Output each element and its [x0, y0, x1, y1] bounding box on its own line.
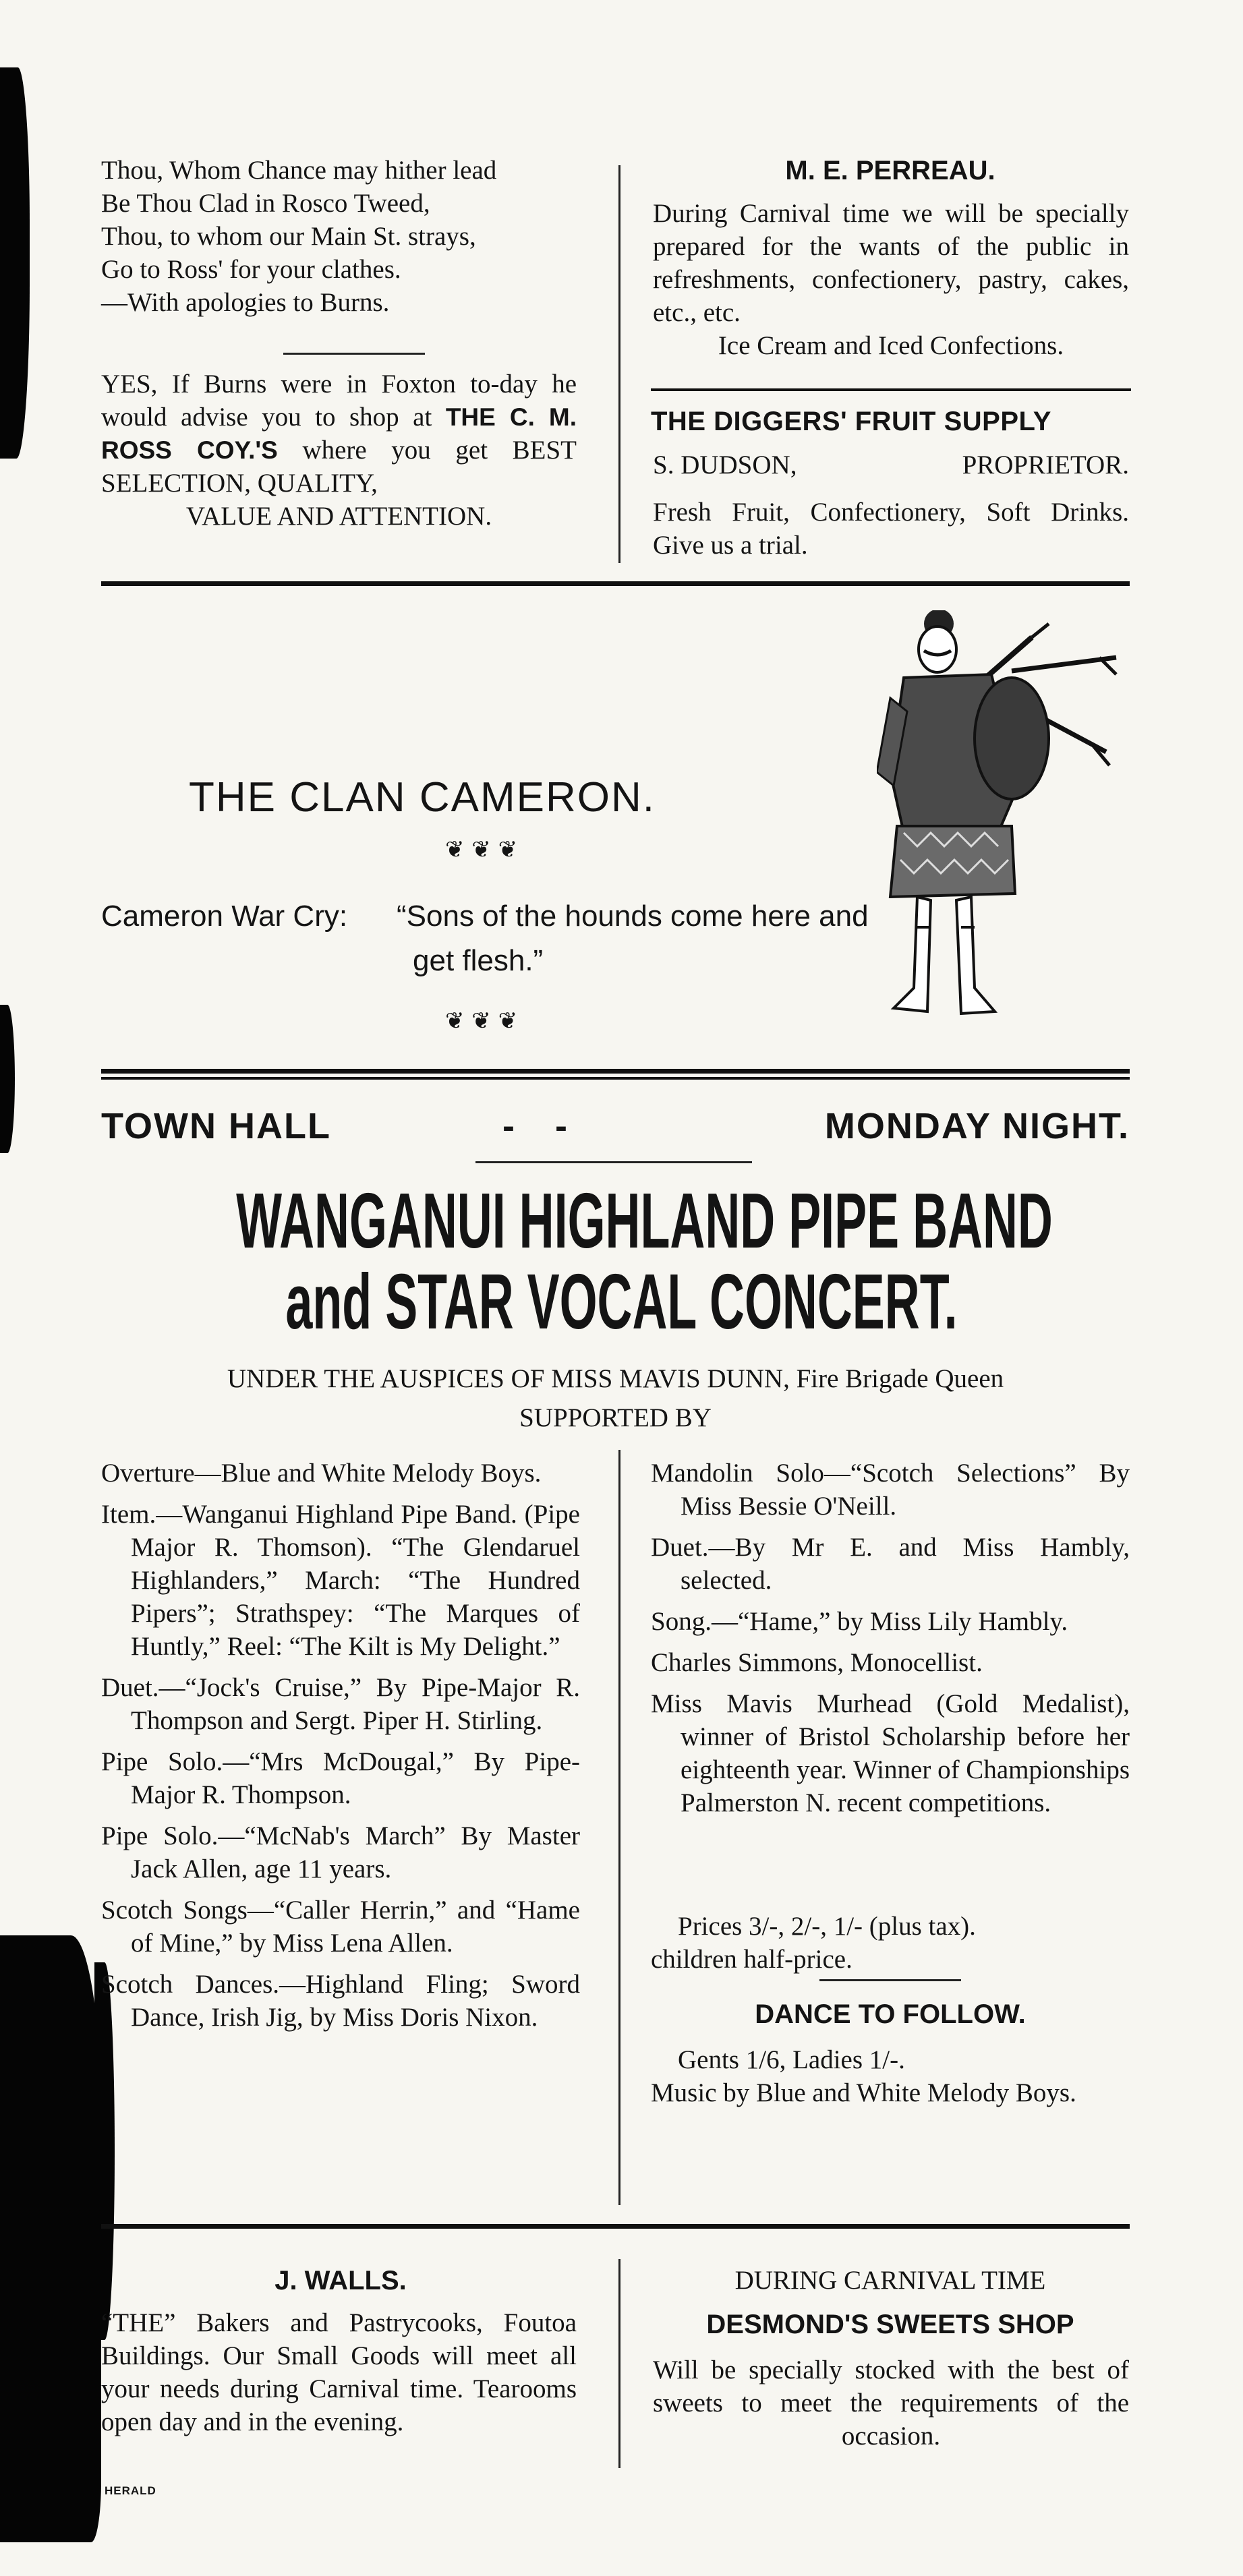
war-cry-label: Cameron War Cry: — [101, 900, 348, 933]
ross-body-last: VALUE AND ATTENTION. — [185, 502, 492, 531]
ross-body-text: YES, If Burns were in Foxton to-day he would advise you to shop at — [101, 370, 577, 432]
venue-dash: - - — [502, 1106, 567, 1146]
programme-item: Charles Simmons, Monocellist. — [651, 1648, 983, 1677]
perreau-separator — [651, 388, 1131, 391]
perreau-body-text: During Carnival time we will be specially prepared for the wants of the public in refreshments, confectionery, pastry, cakes, etc., etc. — [653, 199, 1129, 327]
desmond-kicker: DURING CARNIVAL TIME — [734, 2266, 1046, 2295]
programme-item: Song.—“Hame,” by Miss Lily Hambly. — [651, 1607, 1068, 1636]
programme-right — [651, 1457, 1130, 1827]
ross-body-text-2: where you get BEST SELECTION, QUALITY, — [101, 436, 577, 498]
programme-item: Duet.—By Mr E. and Miss Hambly, selected. — [651, 1533, 1130, 1595]
walls-body: “THE” Bakers and Pastrycooks, Foutoa Buildings. Our Small Goods will meet all your needs during Carnival time. Tearooms open day and in the evening. — [101, 2308, 577, 2436]
diggers-body: Fresh Fruit, Confectionery, Soft Drinks. Give us a trial. — [653, 498, 1129, 560]
supported-by: SUPPORTED BY — [519, 1403, 712, 1432]
perreau-title: M. E. PERREAU. — [785, 156, 995, 185]
column-divider — [618, 165, 620, 563]
clan-title: THE CLAN CAMERON. — [189, 774, 656, 821]
prices-line: Prices 3/-, 2/-, 1/- (plus tax). — [678, 1912, 976, 1941]
ross-separator — [283, 353, 425, 355]
programme-item: Overture—Blue and White Melody Boys. — [101, 1459, 542, 1488]
diggers-role: PROPRIETOR. — [962, 450, 1129, 479]
ross-store-name: THE C. M. ROSS COY.'S — [101, 403, 577, 464]
herald-footer: HERALD — [105, 2484, 156, 2497]
children-line: children half-price. — [651, 1945, 852, 1974]
desmond-title: DESMOND'S SWEETS SHOP — [706, 2310, 1074, 2339]
concert-title-line-1: WANGANUI HIGHLAND PIPE BAND — [236, 1177, 1053, 1264]
war-cry-line-1: “Sons of the hounds come here and — [397, 900, 869, 933]
piper-illustration — [877, 610, 1133, 1028]
programme-item: Scotch Dances.—Highland Fling; Sword Dance, Irish Jig, by Miss Doris Nixon. — [101, 1970, 580, 2032]
ross-verse — [101, 154, 580, 319]
programme-item: Mandolin Solo—“Scotch Selections” By Miss Bessie O'Neill. — [651, 1459, 1130, 1521]
verse-line: Thou, to whom our Main St. strays, — [101, 222, 476, 251]
verse-line: Be Thou Clad in Rosco Tweed, — [101, 189, 430, 218]
perreau-last-line: Ice Cream and Iced Confections. — [718, 331, 1064, 360]
scan-blot-top — [0, 67, 30, 459]
programme-item: Item.—Wanganui Highland Pipe Band. (Pipe Major R. Thomson). “The Glendaruel Highlanders,” March: “The Hundred Pipers”; Strathspey: “The Marques of Huntly,” Reel: “The Kilt is My Delight.” — [101, 1500, 580, 1661]
section-rule — [101, 1069, 1130, 1074]
prices — [651, 1910, 1130, 1976]
dance-music: Music by Blue and White Melody Boys. — [651, 2078, 1076, 2107]
dance-details — [651, 2043, 1130, 2109]
night: MONDAY NIGHT. — [824, 1106, 1130, 1146]
concert-separator — [475, 1161, 752, 1163]
section-rule — [101, 581, 1130, 586]
programme-left — [101, 1457, 580, 2042]
section-rule — [101, 2224, 1130, 2229]
column-divider — [618, 2259, 620, 2468]
dance-title: DANCE TO FOLLOW. — [755, 1999, 1026, 2029]
verse-line: Thou, Whom Chance may hither lead — [101, 156, 497, 185]
perreau-body — [653, 197, 1129, 362]
war-cry-line-2: get flesh.” — [413, 944, 544, 977]
programme-item: Scotch Songs—“Caller Herrin,” and “Hame of Mine,” by Miss Lena Allen. — [101, 1896, 580, 1958]
desmond-body: Will be specially stocked with the best of sweets to meet the requirements of the occasion. — [653, 2355, 1129, 2451]
scan-blot-bottom — [0, 1935, 101, 2542]
ross-body — [101, 368, 577, 533]
verse-attribution: —With apologies to Burns. — [101, 288, 390, 317]
programme-item: Pipe Solo.—“Mrs McDougal,” By Pipe-Major R. Thompson. — [101, 1747, 580, 1809]
dance-prices: Gents 1/6, Ladies 1/-. — [678, 2045, 905, 2074]
programme-item: Pipe Solo.—“McNab's March” By Master Jack Allen, age 11 years. — [101, 1821, 580, 1883]
diggers-owner: S. DUDSON, — [653, 450, 797, 479]
programme-item: Duet.—“Jock's Cruise,” By Pipe-Major R. Thompson and Sergt. Piper H. Stirling. — [101, 1673, 580, 1735]
prices-separator — [819, 1979, 961, 1981]
section-rule-thin — [101, 1077, 1130, 1080]
verse-line: Go to Ross' for your clathes. — [101, 255, 401, 284]
programme-item: Miss Mavis Murhead (Gold Medalist), winner of Bristol Scholarship before her eighteenth year. Winner of Championships Palmerston N. recent competitions. — [651, 1689, 1130, 1817]
scan-blot-mid — [0, 1005, 15, 1153]
diggers-title: THE DIGGERS' FRUIT SUPPLY — [651, 407, 1051, 436]
walls-title: J. WALLS. — [274, 2266, 407, 2295]
ornament-top: ❦ ❦ ❦ — [445, 836, 518, 863]
programme-divider — [618, 1450, 620, 2205]
venue: TOWN HALL — [101, 1106, 331, 1146]
auspices: UNDER THE AUSPICES OF MISS MAVIS DUNN, Fire Brigade Queen — [227, 1364, 1004, 1393]
concert-title-line-2: and STAR VOCAL CONCERT. — [285, 1258, 958, 1345]
diggers-owner-line — [653, 448, 1129, 481]
ornament-bottom: ❦ ❦ ❦ — [445, 1007, 518, 1034]
